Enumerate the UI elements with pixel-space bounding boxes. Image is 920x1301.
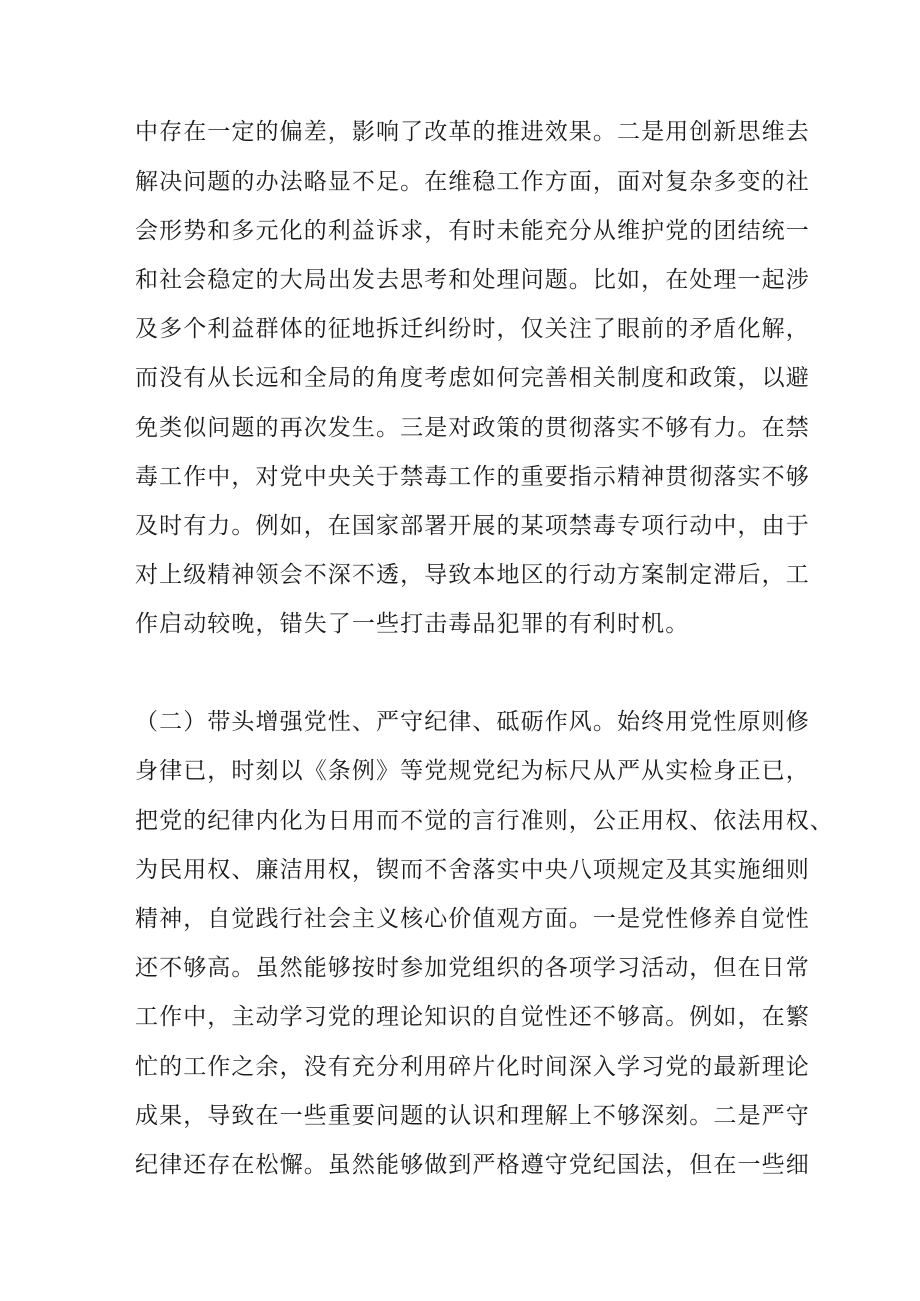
paragraph-line: 会形势和多元化的利益诉求，有时未能充分从维护党的团结统一	[135, 218, 810, 244]
paragraph-line: 解决问题的办法略显不足。在维稳工作方面，面对复杂多变的社	[135, 169, 810, 195]
paragraph-line: 把党的纪律内化为日用而不觉的言行准则，公正用权、依法用权、	[135, 808, 834, 834]
paragraph-line: 毒工作中，对党中央关于禁毒工作的重要指示精神贯彻落实不够	[135, 464, 810, 490]
paragraph-line: 及时有力。例如，在国家部署开展的某项禁毒专项行动中，由于	[135, 513, 810, 539]
paragraph-line: 纪律还存在松懈。虽然能够做到严格遵守党纪国法，但在一些细	[135, 1152, 810, 1178]
paragraph-line: 免类似问题的再次发生。三是对政策的贯彻落实不够有力。在禁	[135, 415, 810, 441]
paragraph-line: 成果，导致在一些重要问题的认识和理解上不够深刻。二是严守	[135, 1103, 810, 1129]
paragraph-line: 为民用权、廉洁用权，锲而不舍落实中央八项规定及其实施细则	[135, 857, 810, 883]
paragraph-line: 忙的工作之余，没有充分利用碎片化时间深入学习党的最新理论	[135, 1054, 810, 1080]
paragraph-line: （二）带头增强党性、严守纪律、砥砺作风。始终用党性原则修	[135, 709, 810, 735]
paragraph-line: 而没有从长远和全局的角度考虑如何完善相关制度和政策，以避	[135, 365, 810, 391]
paragraph-line: 及多个利益群体的征地拆迁纠纷时，仅关注了眼前的矛盾化解，	[135, 316, 810, 342]
paragraph-line: 精神，自觉践行社会主义核心价值观方面。一是党性修养自觉性	[135, 906, 810, 932]
paragraph-line: 身律已，时刻以《条例》等党规党纪为标尺从严从实检身正已，	[135, 758, 810, 784]
paragraph-line: 作启动较晚，错失了一些打击毒品犯罪的有利时机。	[135, 611, 690, 637]
paragraph-line: 和社会稳定的大局出发去思考和处理问题。比如，在处理一起涉	[135, 267, 810, 293]
paragraph-line: 对上级精神领会不深不透，导致本地区的行动方案制定滞后，工	[135, 562, 810, 588]
paragraph-line: 中存在一定的偏差，影响了改革的推进效果。二是用创新思维去	[135, 119, 810, 145]
paragraph-line: 还不够高。虽然能够按时参加党组织的各项学习活动，但在日常	[135, 955, 810, 981]
paragraph-line: 工作中，主动学习党的理论知识的自觉性还不够高。例如，在繁	[135, 1004, 810, 1030]
